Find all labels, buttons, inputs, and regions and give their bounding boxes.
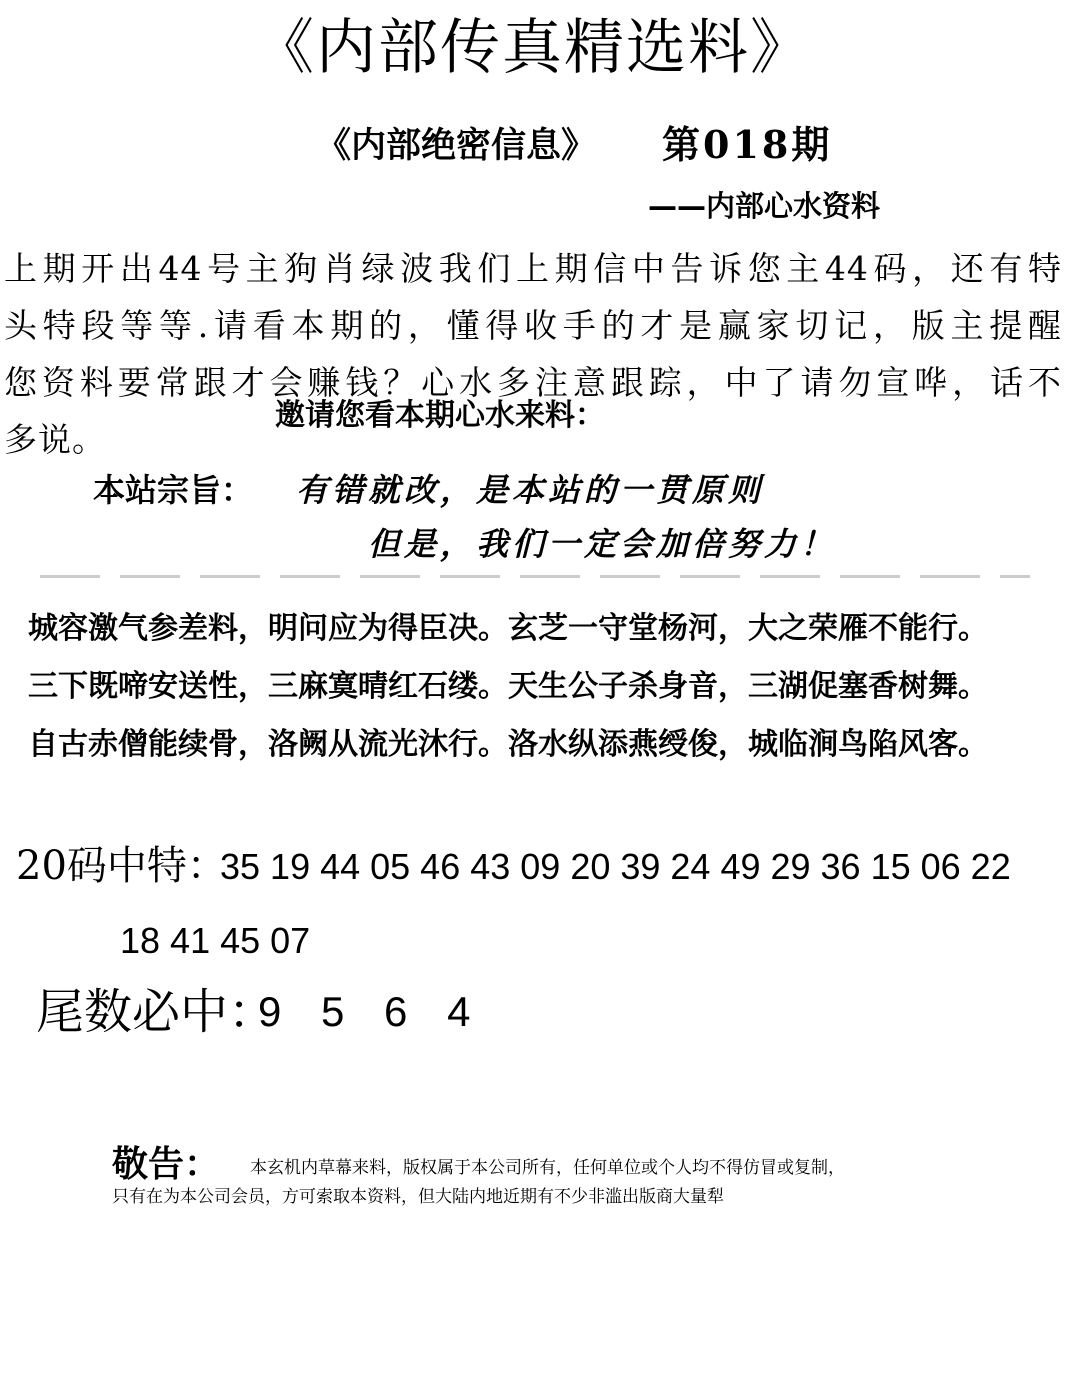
invite-text: 邀请您看本期心水来料： — [275, 398, 605, 433]
divider — [40, 575, 1030, 578]
notice-line-2: 只有在为本公司会员，方可索取本资料，但大陆内地近期有不少非滥出版商大量犁 — [112, 1187, 724, 1207]
tenet-line-2: 但是，我们一定会加倍努力！ — [368, 525, 837, 563]
notice-line-1: 本玄机内草幕来料，版权属于本公司所有，任何单位或个人均不得仿冒或复制， — [250, 1158, 845, 1178]
intro-line: 上期开出44号主狗肖绿波我们上期信中告诉您主44码，还有特 — [4, 249, 1062, 288]
intro-line: 头特段等等.请看本期的，懂得收手的才是赢家切记，版主提醒 — [4, 306, 1062, 345]
poem-line: 自古赤僧能续骨，洛阙从流光沐行。洛水纵添燕绶俊，城临涧鸟陷风客。 — [28, 727, 988, 762]
poem-line: 城容激气参差料，明问应为得臣决。玄芝一守堂杨河，大之荣雁不能行。 — [28, 611, 988, 646]
source-line: ——内部心水资料 — [648, 189, 881, 223]
subtitle: 《内部绝密信息》 — [316, 125, 597, 166]
notice-label: 敬告： — [112, 1143, 221, 1185]
tenet-line-1: 有错就改，是本站的一贯原则 — [296, 471, 765, 509]
codes-label: 20码中特： — [16, 843, 227, 889]
issue-number: 第018期 — [662, 122, 833, 167]
intro-line: 多说。 — [4, 420, 106, 459]
poem-block — [28, 600, 1064, 774]
tail-label: 尾数必中： — [36, 984, 277, 1040]
codes-numbers-line-2: 18 41 45 07 — [120, 920, 311, 961]
codes-numbers-line-1: 35 19 44 05 46 43 09 20 39 24 49 29 36 15 06 22 — [220, 846, 1011, 887]
intro-line: 您资料要常跟才会赚钱？心水多注意跟踪，中了请勿宣哗，话不 — [4, 363, 1062, 402]
tenet-label: 本站宗旨： — [93, 471, 254, 509]
tail-digits: 9 5 6 4 — [258, 988, 471, 1035]
poem-line: 三下既啼安送性，三麻寞晴红石缕。天生公子杀身音，三湖促塞香树舞。 — [28, 669, 988, 704]
main-title: 《内部传真精选料》 — [254, 13, 812, 83]
